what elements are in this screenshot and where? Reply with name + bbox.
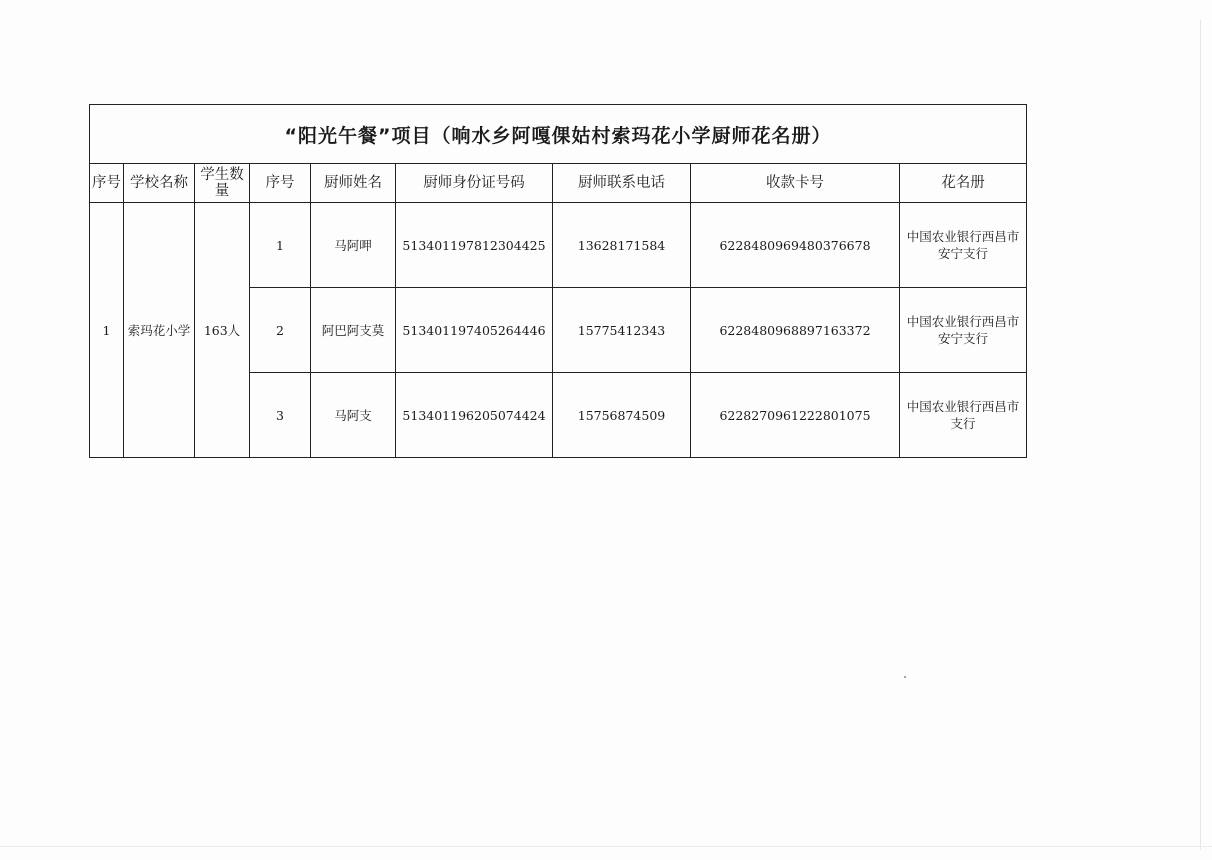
bank-name: 中国农业银行西昌市支行 (900, 373, 1027, 458)
cook-no: 2 (250, 288, 311, 373)
student-count: 163人 (195, 203, 250, 458)
cook-id-number: 513401197405264446 (396, 288, 553, 373)
page-edge-right (1200, 20, 1201, 850)
school-name: 索玛花小学 (124, 203, 195, 458)
cook-name: 马阿呷 (311, 203, 396, 288)
cook-name: 阿巴阿支莫 (311, 288, 396, 373)
card-number: 6228270961222801075 (691, 373, 900, 458)
header-no: 序号 (90, 164, 124, 203)
cook-phone: 15775412343 (553, 288, 691, 373)
header-roster: 花名册 (900, 164, 1027, 203)
header-cook-name: 厨师姓名 (311, 164, 396, 203)
cook-name: 马阿支 (311, 373, 396, 458)
cook-id-number: 51340119781230‌4425 (396, 203, 553, 288)
card-number: 6228480968897163372 (691, 288, 900, 373)
header-phone: 厨师联系电话 (553, 164, 691, 203)
cook-no: 1 (250, 203, 311, 288)
header-school: 学校名称 (124, 164, 195, 203)
cook-roster-table (89, 104, 1027, 458)
table-row (90, 203, 1027, 288)
cook-no: 3 (250, 373, 311, 458)
scan-speck (904, 676, 906, 678)
title-row (90, 105, 1027, 164)
cook-phone: 15756874509 (553, 373, 691, 458)
document-title: “阳光午餐”项目（响水乡阿嘎倮姑村索玛花小学厨师花名册） (90, 105, 1027, 164)
header-row (90, 164, 1027, 203)
bank-name: 中国农业银行西昌市安宁支行 (900, 203, 1027, 288)
header-card: 收款卡号 (691, 164, 900, 203)
cook-phone: 13628171584 (553, 203, 691, 288)
page-edge-bottom (0, 846, 1212, 847)
header-students: 学生数量 (195, 164, 250, 203)
bank-name: 中国农业银行西昌市安宁支行 (900, 288, 1027, 373)
header-id-number: 厨师身份证号码 (396, 164, 553, 203)
cook-id-number: 513401196205074424 (396, 373, 553, 458)
header-sub-no: 序号 (250, 164, 311, 203)
school-no: 1 (90, 203, 124, 458)
card-number: 6228480969480376678 (691, 203, 900, 288)
